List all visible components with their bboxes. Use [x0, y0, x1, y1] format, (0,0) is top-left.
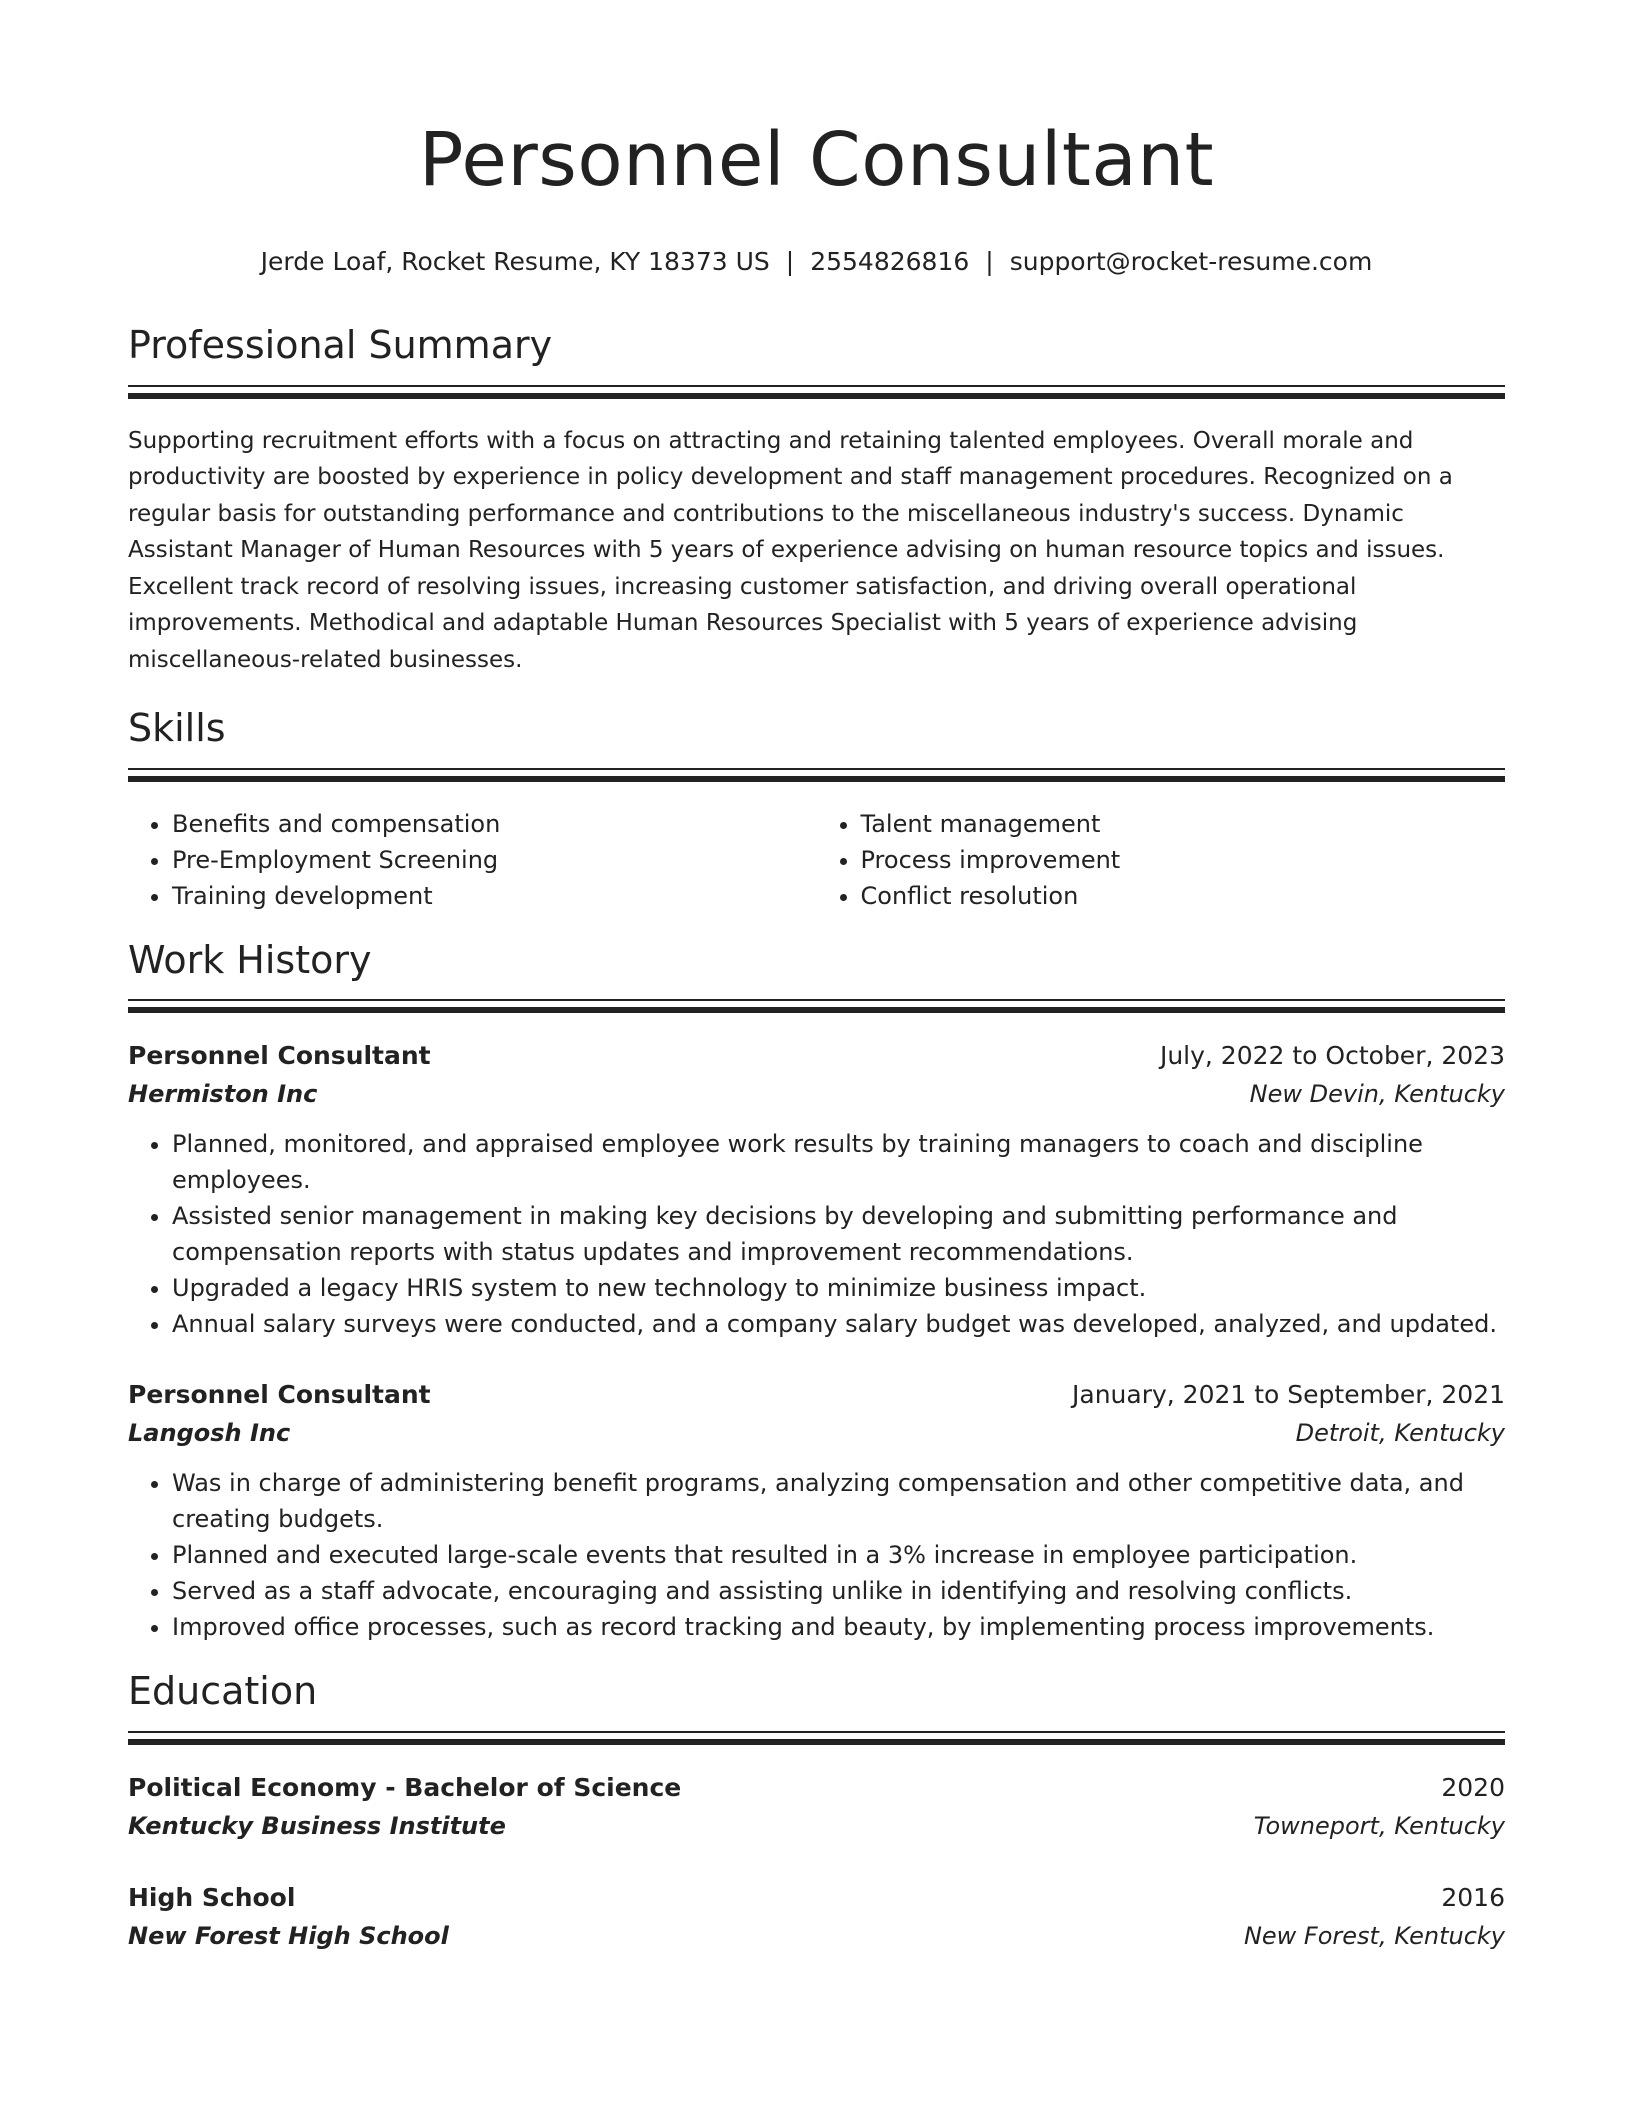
- job-title: Personnel Consultant: [128, 1380, 431, 1410]
- skills-list-left: [128, 806, 817, 914]
- job-entry: [128, 1376, 1505, 1645]
- section-title-summary: Professional Summary: [128, 323, 553, 368]
- education-year: 2016: [1441, 1882, 1505, 1912]
- skill-item: • Pre-Employment Screening: [172, 842, 817, 878]
- job-bullets: [128, 1465, 1505, 1645]
- education-section: [128, 1669, 1505, 1955]
- job-bullet: • Improved office processes, such as record tracking and beauty, by implementing process improvements.: [172, 1609, 1505, 1645]
- job-bullet: • Upgraded a legacy HRIS system to new technology to minimize business impact.: [172, 1270, 1505, 1306]
- job-entry: [128, 1037, 1505, 1342]
- section-divider: [128, 1731, 1505, 1745]
- job-bullet: • Planned, monitored, and appraised employee work results by training managers to coach and discipline employees.: [172, 1126, 1505, 1198]
- section-divider: [128, 768, 1505, 782]
- skills-columns: [128, 806, 1505, 914]
- education-degree: Political Economy - Bachelor of Science: [128, 1772, 682, 1802]
- skill-item: • Conflict resolution: [861, 878, 1506, 914]
- skill-item: • Talent management: [861, 806, 1506, 842]
- education-degree: High School: [128, 1882, 296, 1912]
- job-bullets: [128, 1126, 1505, 1342]
- section-divider: [128, 999, 1505, 1013]
- contact-address: Jerde Loaf, Rocket Resume, KY 18373 US: [260, 247, 770, 277]
- section-title-education: Education: [128, 1669, 318, 1714]
- contact-separator: |: [985, 247, 994, 277]
- section-title-work: Work History: [128, 937, 372, 982]
- job-location: New Devin, Kentucky: [1249, 1080, 1505, 1109]
- job-bullet: • Annual salary surveys were conducted, and a company salary budget was developed, analyzed, and updated.: [172, 1306, 1505, 1342]
- section-title-skills: Skills: [128, 706, 226, 751]
- education-year: 2020: [1441, 1772, 1505, 1802]
- section-divider: [128, 385, 1505, 399]
- contact-line: [128, 247, 1505, 277]
- contact-separator: |: [785, 247, 795, 277]
- summary-text: Supporting recruitment efforts with a focus on attracting and retaining talented employees. Overall morale and productivity are boosted by experience in policy development and staff management procedures. Recognized on a regular basis for outstanding performance and contributions to the miscellaneous industry's success. Dynamic Assistant Manager of Human Resources with 5 years of experience advising on human resource topics and issues. Excellent track record of resolving issues, increasing customer satisfaction, and driving overall operational improvements. Methodical and adaptable Human Resources Specialist with 5 years of experience advising miscellaneous-related businesses.: [128, 427, 1453, 673]
- job-company: Langosh Inc: [128, 1419, 291, 1448]
- job-dates: July, 2022 to October, 2023: [1159, 1041, 1505, 1071]
- education-school: Kentucky Business Institute: [128, 1811, 506, 1840]
- resume-name: Personnel Consultant: [418, 117, 1215, 203]
- summary-section: [128, 323, 1505, 678]
- education-school: New Forest High School: [128, 1921, 449, 1950]
- education-location: Towneport, Kentucky: [1253, 1811, 1505, 1840]
- job-title: Personnel Consultant: [128, 1041, 431, 1071]
- skills-section: [128, 706, 1505, 914]
- education-entry: [128, 1769, 1505, 1845]
- skill-item: • Training development: [172, 878, 817, 914]
- job-location: Detroit, Kentucky: [1295, 1419, 1505, 1448]
- job-company: Hermiston Inc: [128, 1080, 318, 1109]
- education-location: New Forest, Kentucky: [1243, 1921, 1505, 1950]
- skills-list-right: [817, 806, 1506, 914]
- skill-item: • Benefits and compensation: [172, 806, 817, 842]
- education-entry: [128, 1879, 1505, 1955]
- skill-item: • Process improvement: [861, 842, 1506, 878]
- contact-phone[interactable]: 2554826816: [810, 247, 970, 277]
- job-bullet: • Planned and executed large-scale events that resulted in a 3% increase in employee participation.: [172, 1537, 1505, 1573]
- job-dates: January, 2021 to September, 2021: [1072, 1380, 1505, 1410]
- contact-email[interactable]: support@rocket-resume.com: [1009, 247, 1373, 277]
- job-bullet: • Assisted senior management in making key decisions by developing and submitting performance and compensation reports with status updates and improvement recommendations.: [172, 1198, 1505, 1270]
- work-history-section: [128, 938, 1505, 1646]
- job-bullet: • Was in charge of administering benefit programs, analyzing compensation and other competitive data, and creating budgets.: [172, 1465, 1505, 1537]
- job-bullet: • Served as a staff advocate, encouraging and assisting unlike in identifying and resolving conflicts.: [172, 1573, 1505, 1609]
